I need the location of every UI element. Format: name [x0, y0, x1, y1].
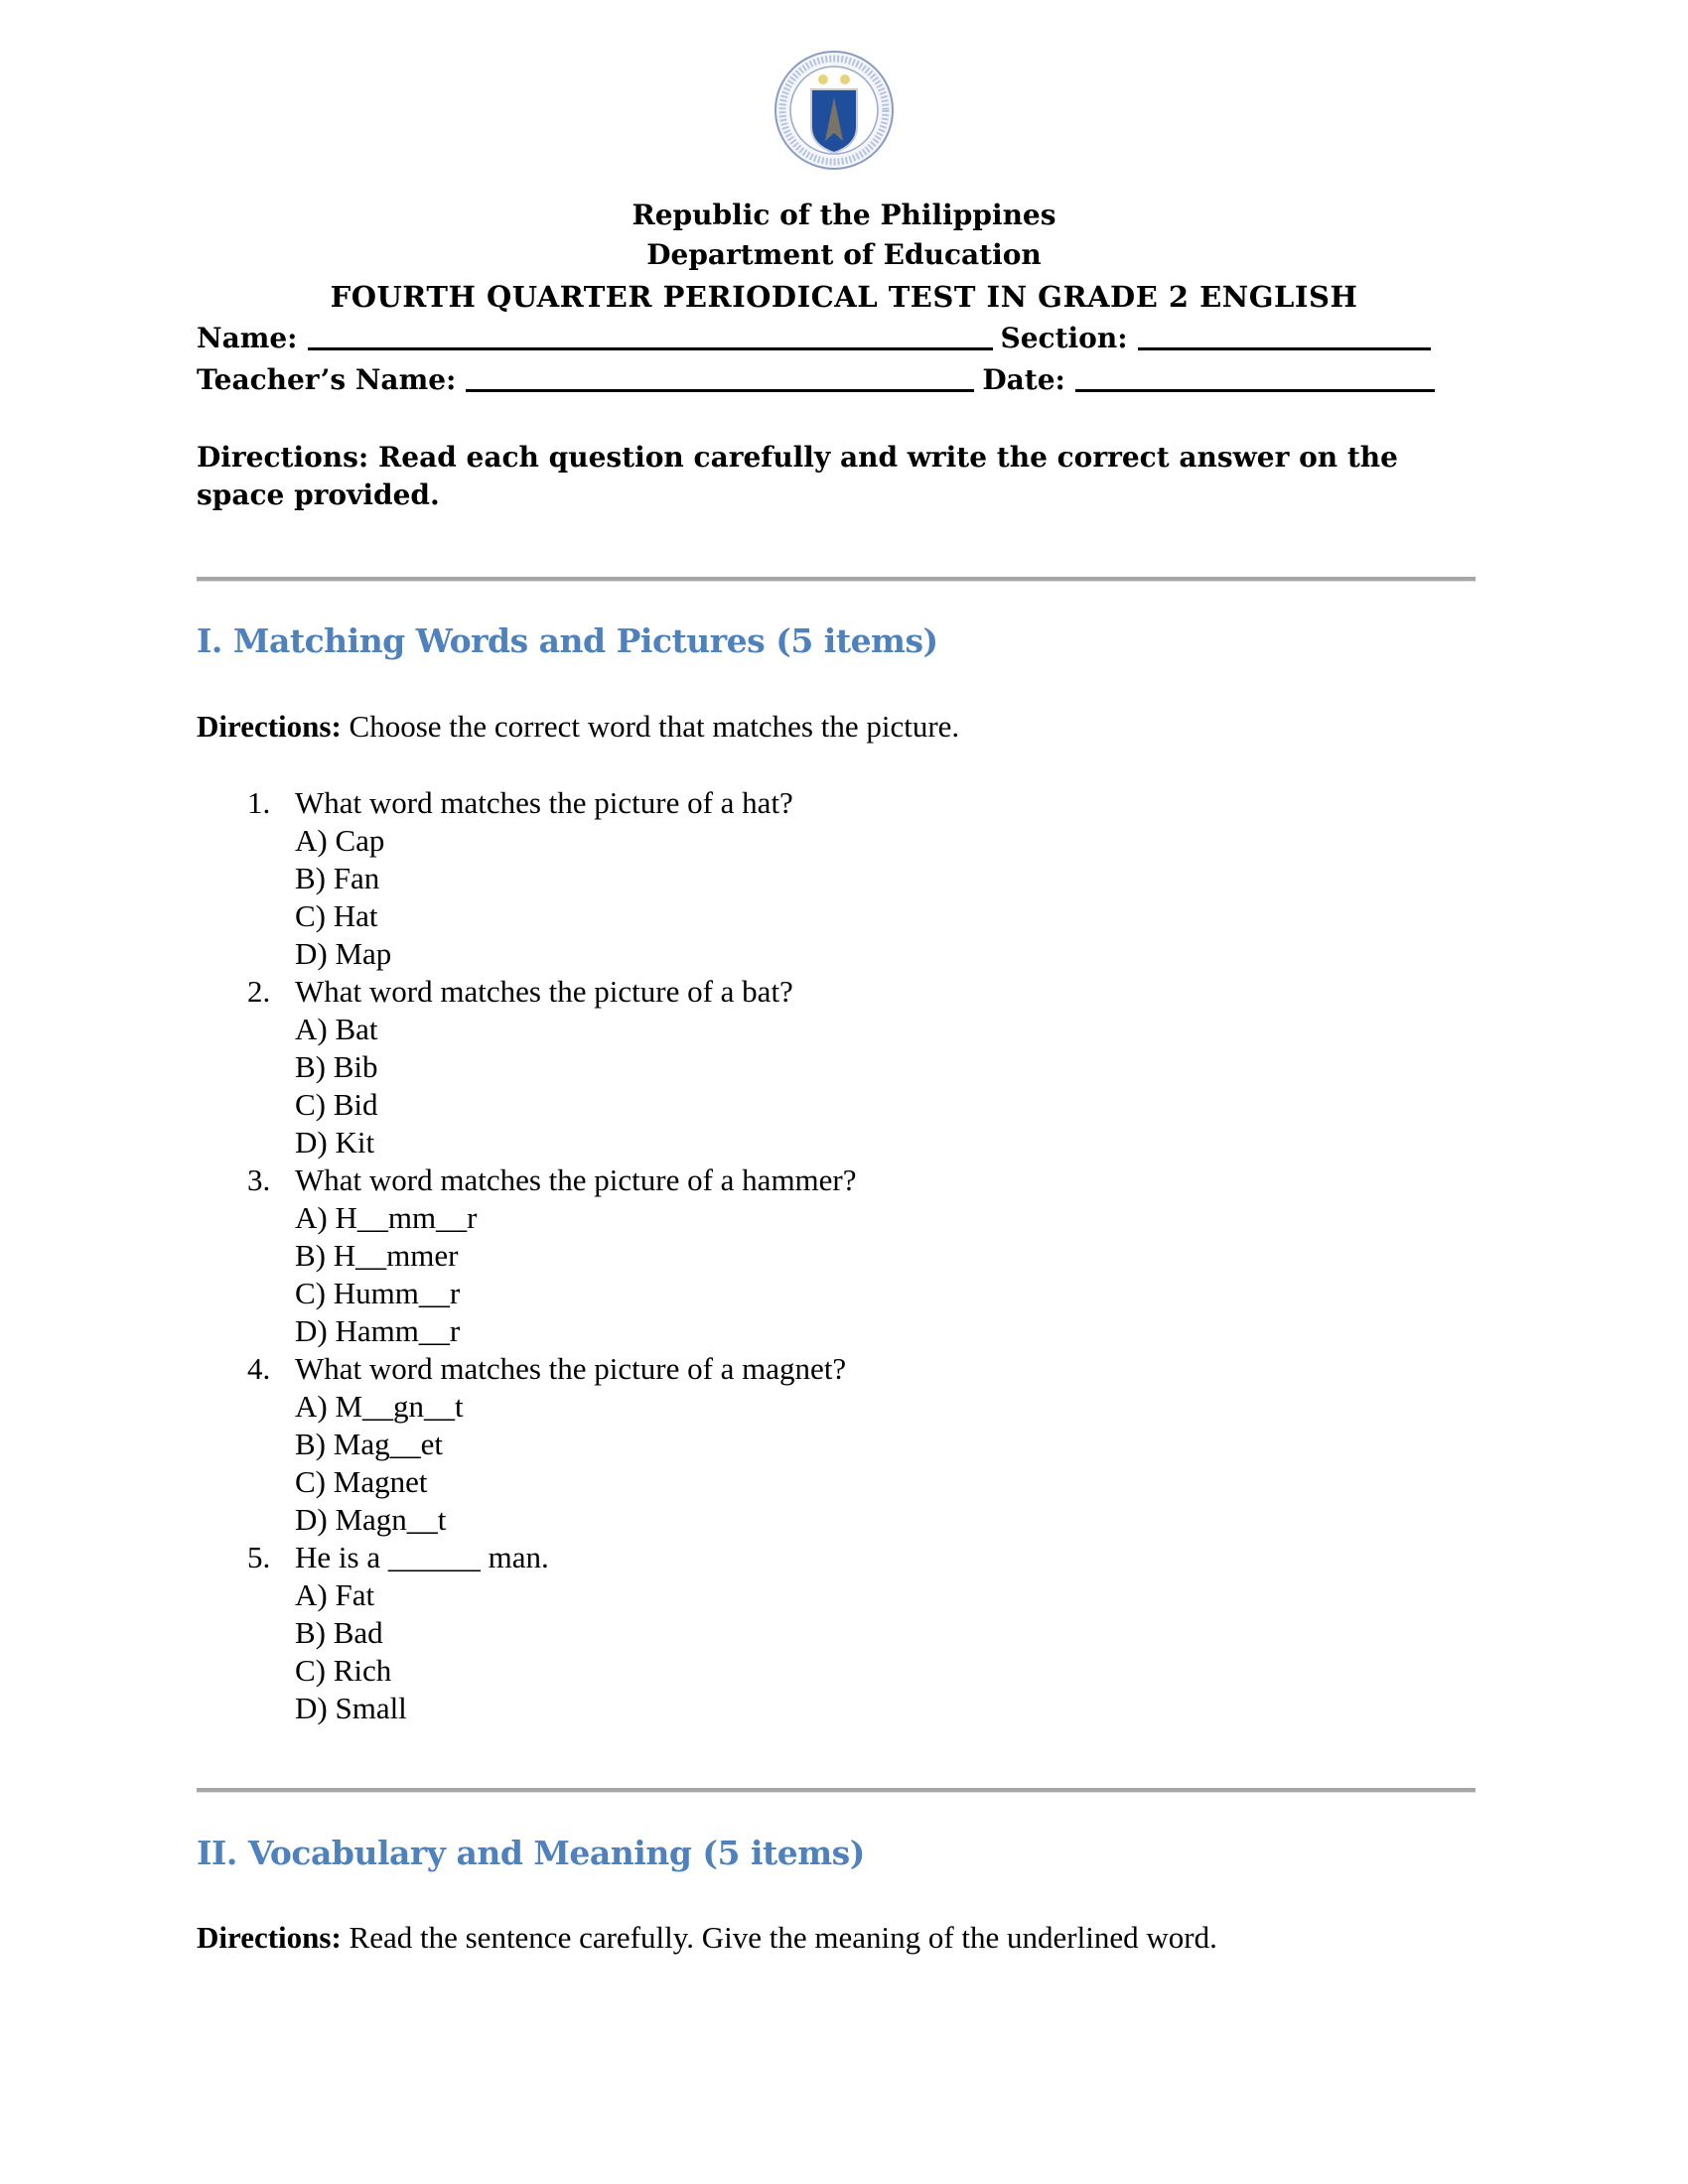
- answer-option: A) M__gn__t: [295, 1389, 464, 1424]
- directions-label: Directions:: [197, 709, 342, 744]
- directions-label: Directions:: [197, 1920, 342, 1955]
- header-department: Department of Education: [646, 238, 1042, 271]
- answer-option: C) Hat: [295, 898, 378, 933]
- date-blank[interactable]: [1075, 361, 1435, 392]
- question-number: 2.: [247, 974, 271, 1009]
- question-number: 3.: [247, 1162, 271, 1197]
- section1-directions: [197, 709, 959, 745]
- answer-option: A) Cap: [295, 823, 385, 858]
- question-text: What word matches the picture of a bat?: [295, 974, 793, 1009]
- answer-option: D) Hamm__r: [295, 1313, 461, 1348]
- general-directions: Directions: Read each question carefully and write the correct answer on the space provided.: [197, 441, 1398, 511]
- question-text: What word matches the picture of a hammer?: [295, 1162, 857, 1197]
- answer-option: D) Small: [295, 1691, 407, 1725]
- answer-option: D) Map: [295, 936, 392, 971]
- test-title: FOURTH QUARTER PERIODICAL TEST IN GRADE 2 ENGLISH: [330, 280, 1358, 314]
- divider: [197, 577, 1476, 582]
- section2-heading: II. Vocabulary and Meaning (5 items): [197, 1834, 865, 1872]
- answer-option: B) Bib: [295, 1049, 378, 1084]
- teacher-date-row: [197, 361, 1443, 396]
- question-number: 4.: [247, 1351, 271, 1386]
- answer-option: B) H__mmer: [295, 1238, 459, 1273]
- divider: [197, 1788, 1476, 1793]
- teacher-blank[interactable]: [466, 361, 974, 392]
- answer-option: B) Mag__et: [295, 1427, 443, 1461]
- answer-option: A) Bat: [295, 1012, 378, 1046]
- question-item: [247, 973, 857, 1011]
- question-item: [247, 1350, 857, 1388]
- section-label: Section:: [1000, 322, 1128, 354]
- teacher-label: Teacher’s Name:: [197, 363, 457, 396]
- date-label: Date:: [982, 363, 1065, 396]
- answer-option: A) Fat: [295, 1577, 375, 1612]
- question-text: He is a ______ man.: [295, 1540, 549, 1574]
- answer-option: C) Bid: [295, 1087, 378, 1122]
- answer-option: C) Rich: [295, 1653, 392, 1688]
- name-label: Name:: [197, 322, 298, 354]
- directions-text: Read the sentence carefully. Give the meaning of the underlined word.: [341, 1920, 1217, 1955]
- deped-seal-logo: [774, 50, 895, 171]
- answer-option: C) Humm__r: [295, 1276, 461, 1310]
- answer-option: C) Magnet: [295, 1464, 428, 1499]
- answer-option: B) Bad: [295, 1615, 383, 1650]
- header-republic: Republic of the Philippines: [632, 199, 1056, 231]
- question-item: [247, 784, 857, 822]
- question-number: 1.: [247, 785, 271, 820]
- answer-option: D) Kit: [295, 1125, 375, 1160]
- section2-directions: [197, 1920, 1217, 1956]
- name-section-row: [197, 320, 1439, 354]
- question-text: What word matches the picture of a magnet?: [295, 1351, 847, 1386]
- answer-option: D) Magn__t: [295, 1502, 447, 1537]
- question-list: [247, 784, 857, 1727]
- answer-option: B) Fan: [295, 861, 380, 895]
- section1-heading: I. Matching Words and Pictures (5 items): [197, 621, 938, 660]
- name-blank[interactable]: [308, 320, 993, 350]
- section-blank[interactable]: [1138, 320, 1431, 350]
- question-number: 5.: [247, 1540, 271, 1574]
- question-item: [247, 1161, 857, 1199]
- question-item: [247, 1539, 857, 1576]
- directions-text: Choose the correct word that matches the picture.: [341, 709, 960, 744]
- answer-option: A) H__mm__r: [295, 1200, 478, 1235]
- question-text: What word matches the picture of a hat?: [295, 785, 793, 820]
